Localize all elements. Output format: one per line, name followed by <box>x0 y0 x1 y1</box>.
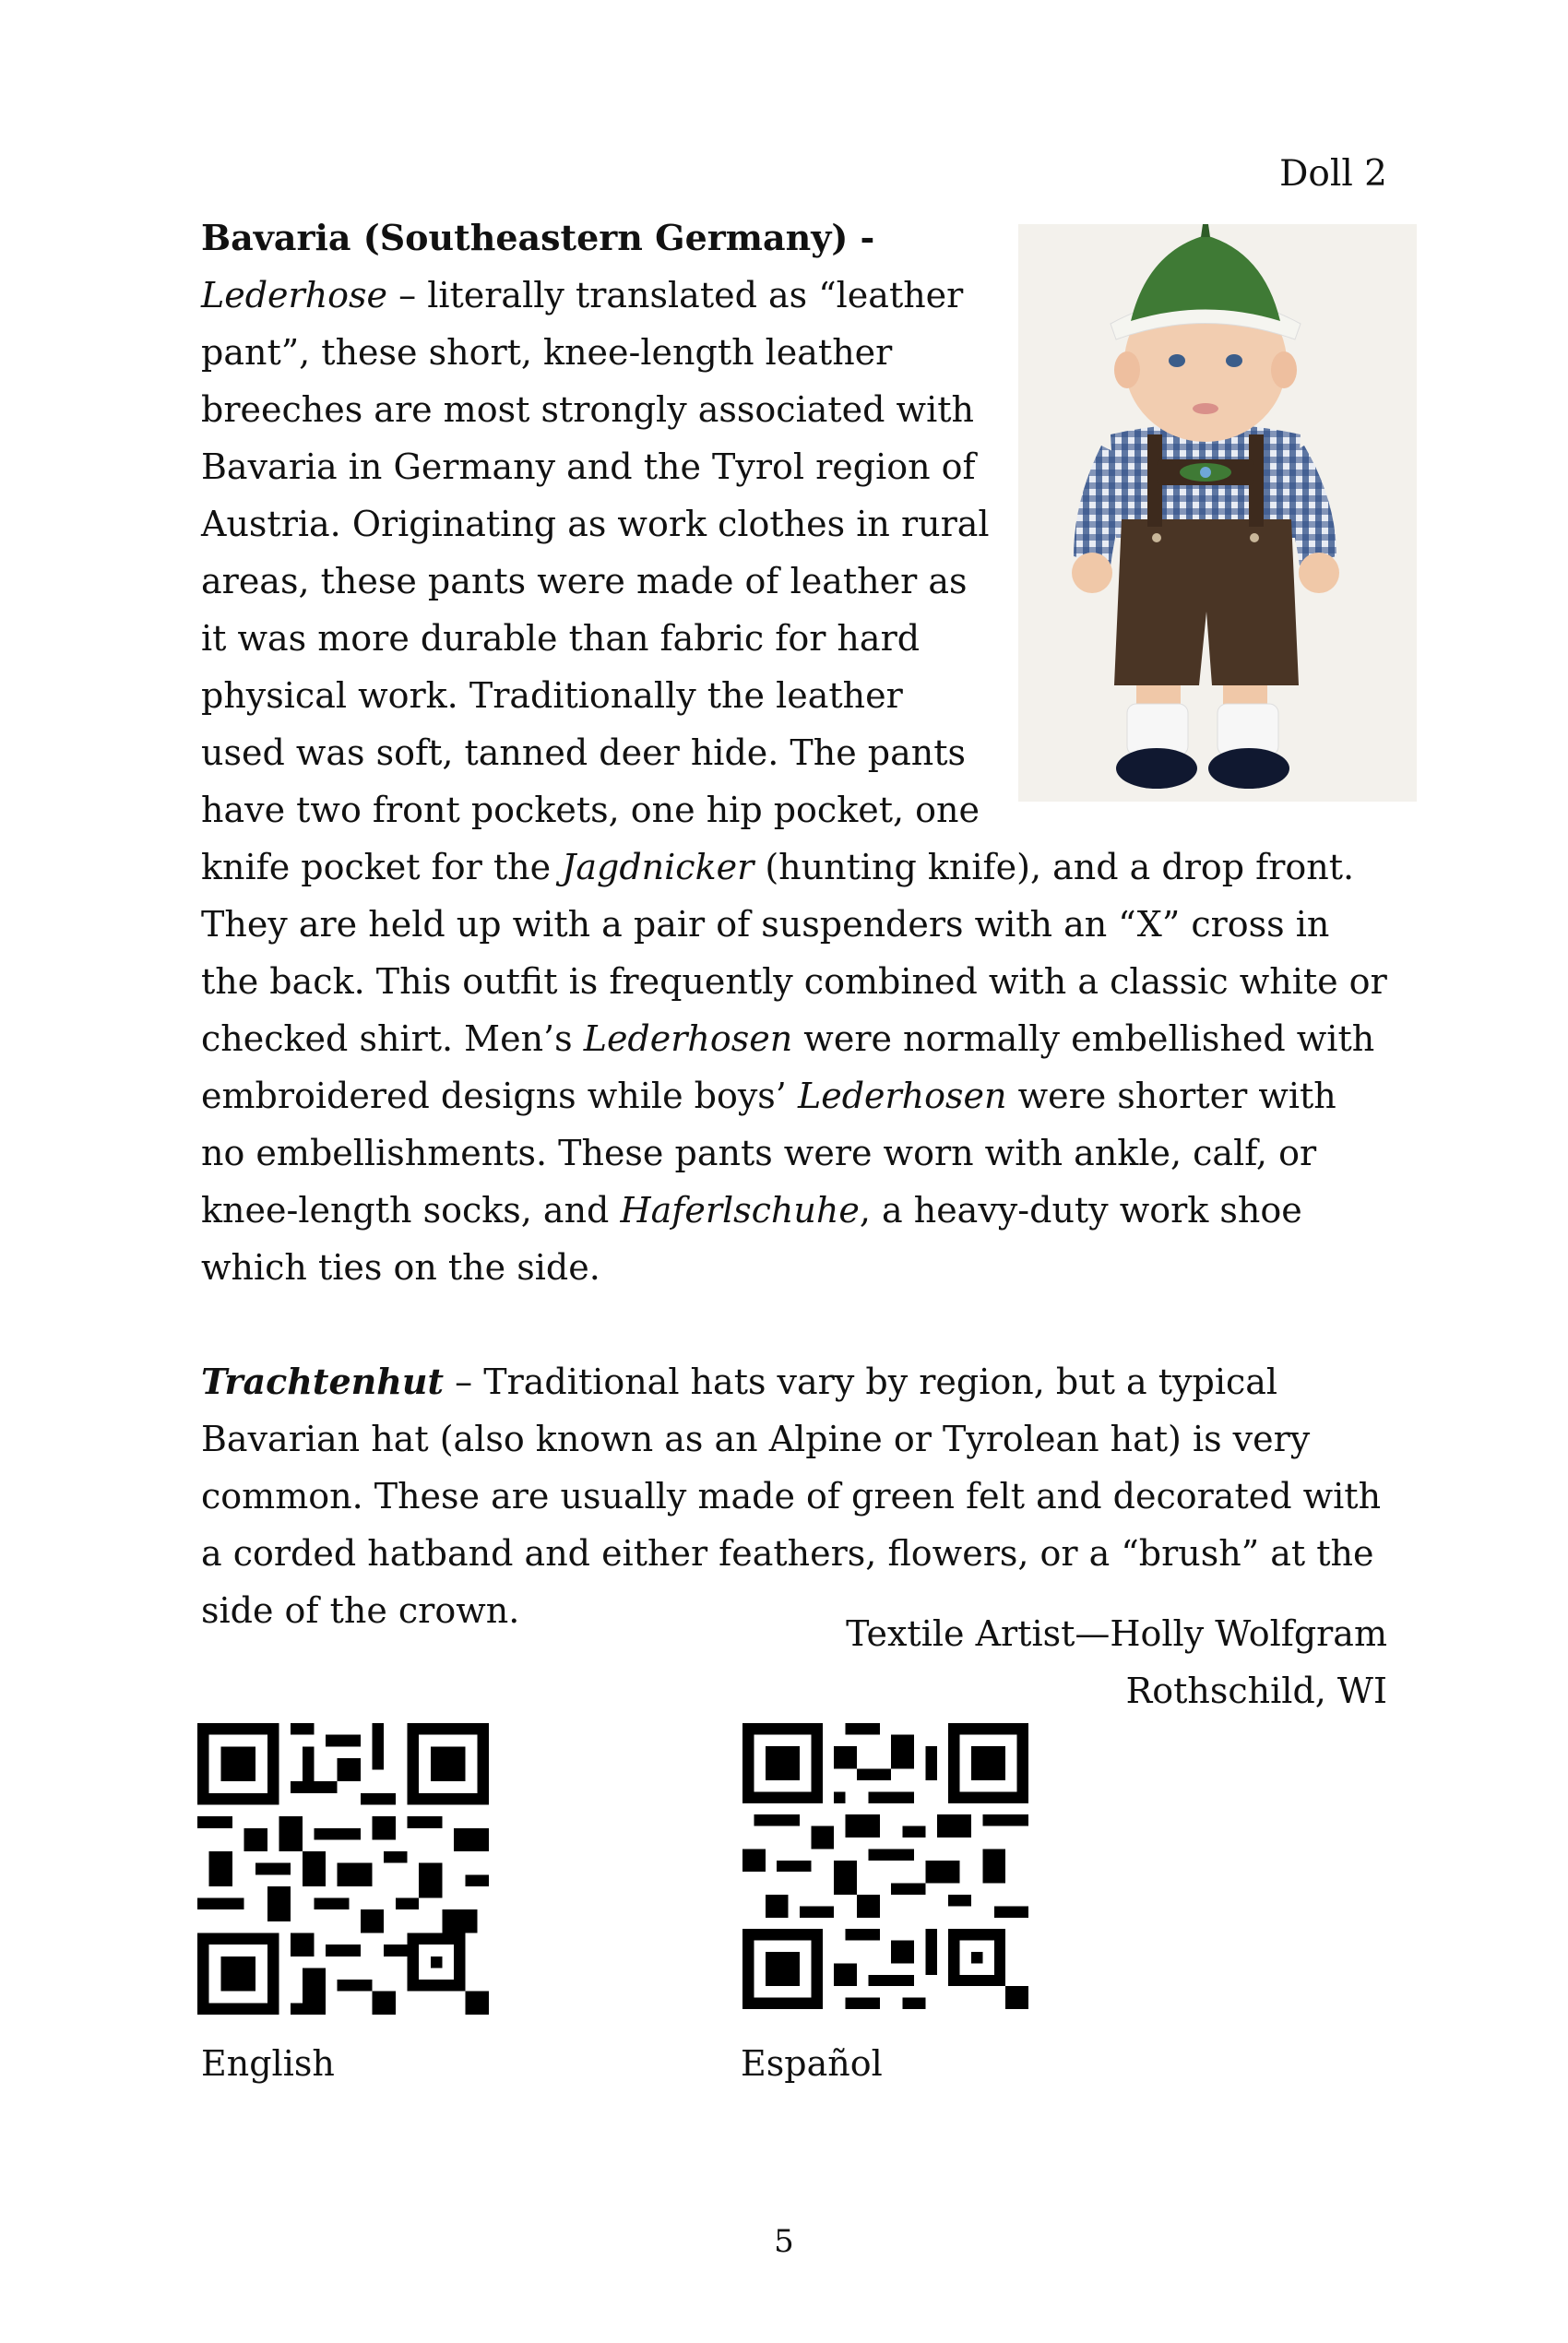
term-jagdnicker: Jagdnicker <box>562 847 754 887</box>
lederhose-text-5: , a heavy-duty work shoe which ties on the side. <box>201 1190 1302 1288</box>
lederhose-text-4: were shorter with no embellishments. These pants were worn with ankle, calf, or knee-length socks, and <box>201 1076 1336 1231</box>
term-haferlschuhe: Haferlschuhe <box>620 1190 860 1231</box>
lederhose-text-1: – literally translated as “leather pant”, these short, knee-length leather breeches are most strongly associated with Bavaria in Germany and the Tyrol region of Austria. Originating as work clothes in rural areas, these pants were made of leather as it was more durable than fabric for hard physical work. Traditionally the leather used was soft, tanned deer hide. The pants have two front pockets, one hip pocket, one knife pocket for the <box>201 275 990 887</box>
artist-location: Rothschild, WI <box>1125 1671 1387 1711</box>
lederhose-text-3: were normally embellished with embroidered designs while boys’ <box>201 1018 1375 1116</box>
term-lederhosen-2: Lederhosen <box>797 1076 1007 1116</box>
doll-photo <box>1018 224 1417 802</box>
doll-label: Doll 2 <box>1279 153 1387 195</box>
trachtenhut-text: – Traditional hats vary by region, but a typical Bavarian hat (also known as an Alpine or Tyrolean hat) is very common. These are usually made of green felt and decorated with a corded hatband and either feathers, flowers, or a “brush” at the side of the crown. <box>201 1362 1382 1631</box>
lederhose-text-2: (hunting knife), and a drop front. They are held up with a pair of suspenders with an “X” cross in the back. This outfit is frequently combined with a classic white or checked shirt. Men’s <box>201 847 1387 1059</box>
region-heading: Bavaria (Southeastern Germany) - <box>201 217 875 258</box>
qr-label-english: English <box>201 2043 335 2084</box>
description-body <box>201 209 1389 1639</box>
page-number: 5 <box>774 2223 794 2260</box>
term-trachtenhut: Trachtenhut <box>201 1361 445 1402</box>
term-lederhose: Lederhose <box>201 275 388 315</box>
qr-label-espanol: Español <box>741 2043 883 2084</box>
qr-code-espanol[interactable] <box>742 1723 1028 2009</box>
artist-credit <box>846 1605 1387 1719</box>
term-lederhosen-1: Lederhosen <box>583 1018 793 1059</box>
qr-code-english[interactable] <box>197 1723 489 2015</box>
artist-name: Textile Artist—Holly Wolfgram <box>846 1613 1387 1654</box>
trachtenhut-paragraph <box>201 1353 1389 1639</box>
